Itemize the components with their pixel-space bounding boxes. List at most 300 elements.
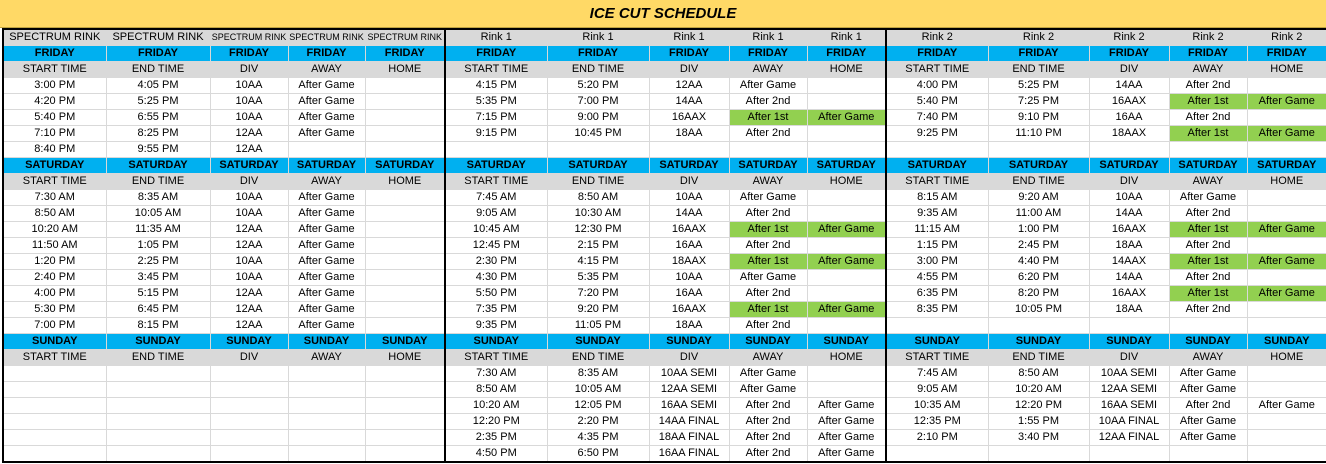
table-row [3,414,1326,430]
table-cell: 18AA [1089,302,1169,318]
day-label: FRIDAY [3,46,106,62]
table-cell: 16AA SEMI [649,398,729,414]
table-cell: 7:00 PM [547,94,649,110]
table-row [3,110,1326,126]
column-header-row [3,174,1326,190]
column-header: HOME [1247,350,1326,366]
page-title: ICE CUT SCHEDULE [0,0,1326,28]
table-cell: 12AA [210,222,288,238]
table-cell [1247,318,1326,334]
table-cell: After Game [807,254,886,270]
table-cell [1247,302,1326,318]
rink-header: SPECTRUM RINK [288,29,365,46]
table-cell [210,398,288,414]
table-cell: 8:35 PM [886,302,988,318]
table-cell [288,142,365,158]
day-label: SUNDAY [210,334,288,350]
table-cell: 10AA [210,110,288,126]
column-header: DIV [210,174,288,190]
column-header: AWAY [729,62,807,78]
column-header: AWAY [729,350,807,366]
day-row-sunday [3,334,1326,350]
table-cell: 6:45 PM [106,302,210,318]
table-cell [210,382,288,398]
column-header: DIV [1089,350,1169,366]
rink-header: Rink 2 [886,29,988,46]
column-header: END TIME [106,350,210,366]
table-cell [365,94,445,110]
day-label: SUNDAY [807,334,886,350]
day-label: FRIDAY [1247,46,1326,62]
table-cell: 3:45 PM [106,270,210,286]
column-header: HOME [365,62,445,78]
table-cell: 9:05 AM [445,206,547,222]
table-cell: 10:20 AM [988,382,1089,398]
table-cell: 1:00 PM [988,222,1089,238]
table-row [3,126,1326,142]
rink-header: Rink 1 [807,29,886,46]
table-row [3,366,1326,382]
table-cell: 2:15 PM [547,238,649,254]
table-cell [807,238,886,254]
table-cell: 8:50 AM [988,366,1089,382]
table-cell: After 2nd [729,126,807,142]
table-cell: After 1st [1169,94,1247,110]
table-cell: 18AA [649,126,729,142]
table-row [3,254,1326,270]
table-cell [365,446,445,463]
column-header: END TIME [988,174,1089,190]
table-cell: 18AAX [649,254,729,270]
table-cell: 18AA [1089,238,1169,254]
table-cell: 12:35 PM [886,414,988,430]
day-label: FRIDAY [649,46,729,62]
table-cell: 4:00 PM [886,78,988,94]
table-cell: 10AA [210,94,288,110]
day-label: SATURDAY [210,158,288,174]
column-header: START TIME [886,350,988,366]
table-cell [3,366,106,382]
table-cell: After Game [1247,286,1326,302]
column-header: HOME [1247,174,1326,190]
table-cell: 14AA FINAL [649,414,729,430]
table-cell: After Game [807,414,886,430]
day-label: SUNDAY [445,334,547,350]
table-cell [807,366,886,382]
column-header: HOME [365,174,445,190]
table-cell: 5:15 PM [106,286,210,302]
table-cell: 14AA [649,94,729,110]
table-cell: 11:50 AM [3,238,106,254]
table-cell: 4:55 PM [886,270,988,286]
table-cell: After Game [807,430,886,446]
table-cell: 9:05 AM [886,382,988,398]
table-cell: 6:55 PM [106,110,210,126]
table-cell [106,430,210,446]
column-header-row [3,350,1326,366]
day-label: FRIDAY [547,46,649,62]
table-cell: 12:05 PM [547,398,649,414]
table-cell [365,270,445,286]
rink-header: Rink 1 [729,29,807,46]
table-cell [1247,206,1326,222]
schedule-table [2,28,1326,463]
table-cell: 5:35 PM [445,94,547,110]
table-cell: 18AA FINAL [649,430,729,446]
table-cell: 10AA [210,78,288,94]
table-cell [547,142,649,158]
column-header: END TIME [106,62,210,78]
table-cell [1247,414,1326,430]
rink-header: SPECTRUM RINK [210,29,288,46]
table-cell: 14AA [649,206,729,222]
column-header: START TIME [3,350,106,366]
table-cell: 12AA [210,142,288,158]
table-cell: 8:35 AM [106,190,210,206]
day-label: SATURDAY [807,158,886,174]
table-cell: 6:50 PM [547,446,649,463]
table-cell: 8:35 AM [547,366,649,382]
table-cell: 4:15 PM [547,254,649,270]
table-cell [807,94,886,110]
table-cell [807,142,886,158]
day-label: SUNDAY [649,334,729,350]
table-cell [365,254,445,270]
table-cell [3,398,106,414]
table-cell: After Game [807,302,886,318]
column-header: DIV [210,350,288,366]
table-cell: After 2nd [729,318,807,334]
table-cell: 2:40 PM [3,270,106,286]
rink-header: Rink 2 [1169,29,1247,46]
day-label: FRIDAY [1089,46,1169,62]
table-cell: 7:00 PM [3,318,106,334]
table-cell: After 1st [729,254,807,270]
table-cell: 10:05 PM [988,302,1089,318]
table-cell: 1:20 PM [3,254,106,270]
table-cell: 10AA [210,206,288,222]
table-cell: 4:20 PM [3,94,106,110]
table-cell [445,142,547,158]
table-cell: After Game [1247,94,1326,110]
table-row [3,286,1326,302]
table-cell [886,446,988,463]
table-cell [807,318,886,334]
table-cell [886,142,988,158]
table-cell: After Game [288,318,365,334]
column-header: AWAY [288,62,365,78]
table-cell [210,446,288,463]
table-cell: After 2nd [729,430,807,446]
table-cell [3,446,106,463]
table-cell: After 2nd [729,398,807,414]
table-cell: After Game [288,270,365,286]
table-cell: 4:00 PM [3,286,106,302]
table-cell [3,414,106,430]
table-cell [988,318,1089,334]
table-cell: 7:45 AM [886,366,988,382]
column-header: AWAY [288,174,365,190]
table-cell: After Game [807,446,886,463]
table-cell: After Game [807,398,886,414]
column-header: END TIME [547,174,649,190]
day-label: SUNDAY [1089,334,1169,350]
table-cell [365,414,445,430]
table-cell: 5:35 PM [547,270,649,286]
table-cell: After Game [288,302,365,318]
day-label: SATURDAY [649,158,729,174]
table-row [3,430,1326,446]
table-cell: After Game [1247,398,1326,414]
table-cell: 10:30 AM [547,206,649,222]
day-label: FRIDAY [729,46,807,62]
table-cell: 12AA [649,78,729,94]
table-row [3,142,1326,158]
column-header: DIV [649,174,729,190]
column-header: START TIME [886,174,988,190]
table-row [3,190,1326,206]
rink-header: Rink 2 [1247,29,1326,46]
day-label: FRIDAY [106,46,210,62]
table-cell: 5:40 PM [886,94,988,110]
table-cell: 12:20 PM [988,398,1089,414]
table-cell [807,286,886,302]
table-cell: After Game [729,78,807,94]
column-header: START TIME [445,174,547,190]
table-cell: 3:40 PM [988,430,1089,446]
table-cell: 9:15 PM [445,126,547,142]
table-row [3,446,1326,463]
day-label: SUNDAY [988,334,1089,350]
table-cell: After 1st [729,110,807,126]
table-cell: After Game [288,254,365,270]
table-cell [106,366,210,382]
table-cell [1247,142,1326,158]
column-header: DIV [649,350,729,366]
rink-header: Rink 1 [649,29,729,46]
table-cell: After Game [1169,190,1247,206]
table-cell [1247,78,1326,94]
table-cell [649,142,729,158]
table-cell: 10AA FINAL [1089,414,1169,430]
table-cell: 9:20 PM [547,302,649,318]
day-label: SATURDAY [288,158,365,174]
table-cell [106,446,210,463]
table-cell [365,190,445,206]
table-cell: 8:15 PM [106,318,210,334]
table-cell [365,126,445,142]
column-header: DIV [210,62,288,78]
table-cell: 8:50 AM [547,190,649,206]
table-cell: 12AA [210,286,288,302]
table-cell: 9:20 AM [988,190,1089,206]
table-cell [365,366,445,382]
table-cell [365,206,445,222]
day-label: FRIDAY [288,46,365,62]
table-cell [1247,446,1326,463]
table-cell: 16AA [649,238,729,254]
column-header: START TIME [445,350,547,366]
table-cell [365,302,445,318]
table-row [3,238,1326,254]
table-cell: 5:25 PM [106,94,210,110]
column-header: START TIME [3,62,106,78]
table-cell: 10:45 AM [445,222,547,238]
table-cell: 10AA SEMI [1089,366,1169,382]
table-cell [365,238,445,254]
table-cell: After Game [1247,126,1326,142]
table-cell [365,78,445,94]
table-cell [807,382,886,398]
table-cell [988,142,1089,158]
table-row [3,94,1326,110]
table-cell [288,382,365,398]
column-header: START TIME [3,174,106,190]
table-cell: After 1st [1169,286,1247,302]
table-cell: After Game [729,270,807,286]
day-label: SUNDAY [729,334,807,350]
table-cell: 10:05 AM [106,206,210,222]
table-cell: After Game [288,126,365,142]
rink-header: Rink 1 [445,29,547,46]
table-cell: 14AA [1089,206,1169,222]
table-cell: After 2nd [729,446,807,463]
table-cell: 4:05 PM [106,78,210,94]
table-cell: 2:20 PM [547,414,649,430]
day-label: SUNDAY [3,334,106,350]
table-cell: 8:50 AM [445,382,547,398]
table-cell: 7:40 PM [886,110,988,126]
table-cell: 12AA [210,318,288,334]
table-cell [365,430,445,446]
table-cell: After 2nd [729,206,807,222]
table-cell: 16AA [649,286,729,302]
table-cell: 10:20 AM [445,398,547,414]
day-row-friday [3,46,1326,62]
table-cell: 12AA [210,126,288,142]
table-cell: 5:40 PM [3,110,106,126]
table-cell: 10AA [649,190,729,206]
day-label: SUNDAY [886,334,988,350]
rink-header: Rink 2 [1089,29,1169,46]
table-cell [288,366,365,382]
table-cell: After 1st [1169,222,1247,238]
column-header: END TIME [988,62,1089,78]
table-row [3,318,1326,334]
table-cell: 12AA SEMI [1089,382,1169,398]
table-cell: After Game [288,190,365,206]
table-cell [210,414,288,430]
table-cell: 4:15 PM [445,78,547,94]
table-cell [365,398,445,414]
table-cell: 7:30 AM [445,366,547,382]
day-label: FRIDAY [1169,46,1247,62]
day-label: FRIDAY [365,46,445,62]
table-cell: After Game [729,382,807,398]
table-cell [1247,110,1326,126]
table-cell [1247,366,1326,382]
table-cell: 10AA [649,270,729,286]
table-cell [807,206,886,222]
table-cell [1247,430,1326,446]
table-cell: After Game [729,190,807,206]
table-cell: After 2nd [729,94,807,110]
column-header: HOME [807,174,886,190]
column-header: HOME [807,62,886,78]
table-cell: 8:50 AM [3,206,106,222]
table-cell: 7:30 AM [3,190,106,206]
table-cell: After 2nd [729,286,807,302]
column-header: END TIME [547,62,649,78]
table-cell: After 2nd [729,414,807,430]
table-cell [365,142,445,158]
table-cell: 16AAX [1089,94,1169,110]
table-cell: 16AA FINAL [649,446,729,463]
table-row [3,382,1326,398]
table-cell: 2:25 PM [106,254,210,270]
table-cell: 11:05 PM [547,318,649,334]
table-cell: After 1st [1169,126,1247,142]
day-label: SUNDAY [1169,334,1247,350]
table-cell: 7:20 PM [547,286,649,302]
rink-header: SPECTRUM RINK [106,29,210,46]
table-cell: 12AA [210,302,288,318]
table-cell: 2:35 PM [445,430,547,446]
table-cell [365,382,445,398]
table-cell: 1:15 PM [886,238,988,254]
day-label: SATURDAY [1089,158,1169,174]
table-cell: 9:35 AM [886,206,988,222]
rink-header: Rink 1 [547,29,649,46]
table-cell: After Game [729,366,807,382]
table-cell [3,382,106,398]
table-cell: After 2nd [1169,78,1247,94]
table-cell [807,126,886,142]
table-cell: 8:25 PM [106,126,210,142]
table-cell: 12:30 PM [547,222,649,238]
day-label: SUNDAY [1247,334,1326,350]
table-cell: After 2nd [729,238,807,254]
table-cell: 4:30 PM [445,270,547,286]
day-label: FRIDAY [886,46,988,62]
table-cell: After Game [1169,430,1247,446]
table-cell: 10AA [210,254,288,270]
table-cell: After 2nd [1169,398,1247,414]
table-cell [365,286,445,302]
table-cell: 12:20 PM [445,414,547,430]
column-header: AWAY [1169,62,1247,78]
day-label: FRIDAY [210,46,288,62]
column-header: END TIME [547,350,649,366]
table-cell: 8:15 AM [886,190,988,206]
table-cell: 2:30 PM [445,254,547,270]
table-cell [210,430,288,446]
table-cell: 7:10 PM [3,126,106,142]
table-cell: After Game [1247,222,1326,238]
table-cell [1169,318,1247,334]
day-label: SATURDAY [365,158,445,174]
table-cell: After Game [288,78,365,94]
table-cell: After 2nd [1169,206,1247,222]
table-cell: After 2nd [1169,238,1247,254]
table-row [3,206,1326,222]
table-cell: 12AA FINAL [1089,430,1169,446]
table-cell [1089,318,1169,334]
table-cell: 11:15 AM [886,222,988,238]
rink-header: SPECTRUM RINK [3,29,106,46]
day-label: SATURDAY [1247,158,1326,174]
table-cell: After Game [288,222,365,238]
